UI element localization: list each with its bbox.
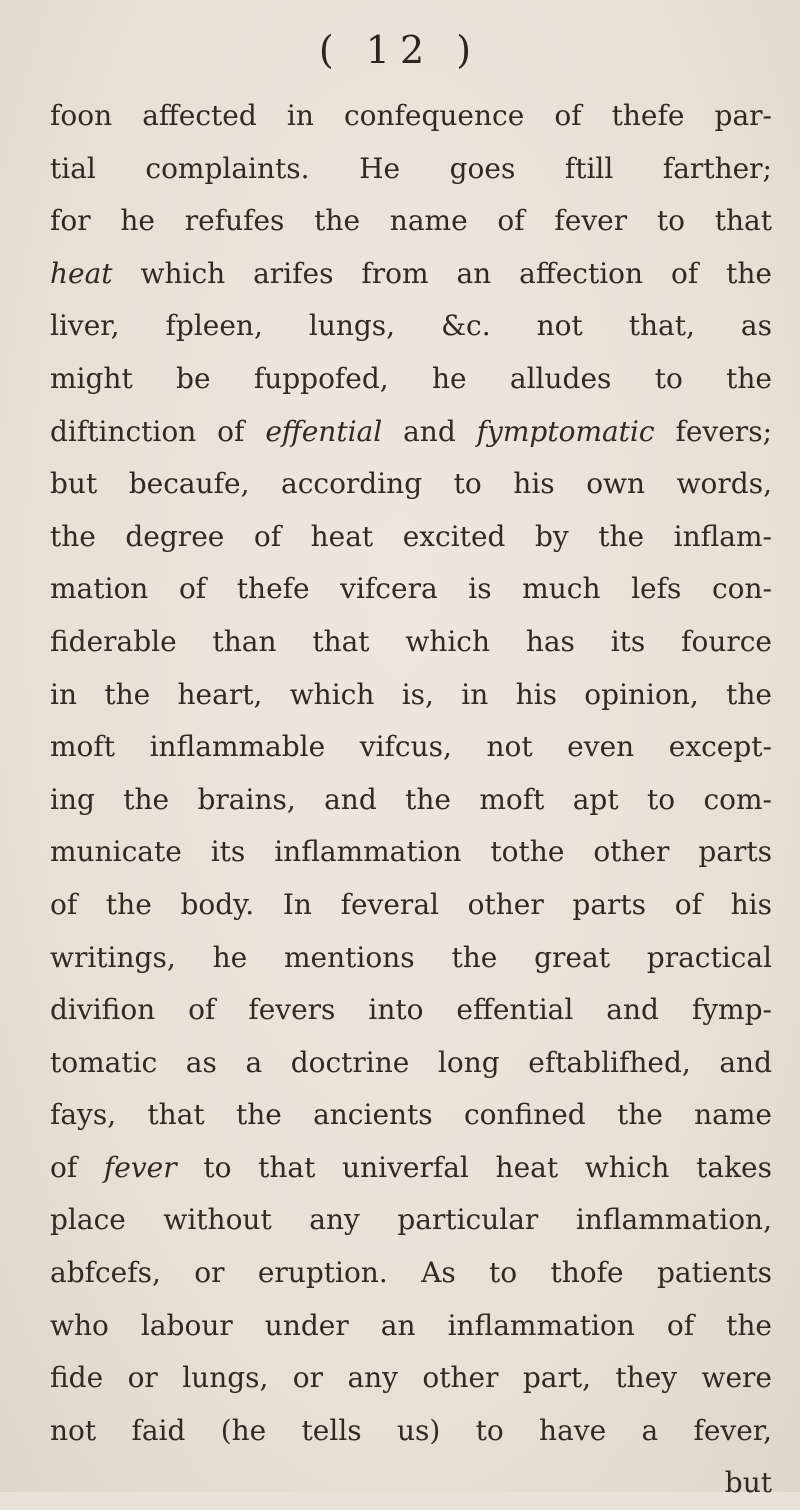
text-segment: of the body. In feveral other parts of his — [50, 887, 772, 921]
text-line — [50, 1457, 772, 1510]
text-line — [50, 1089, 772, 1142]
text-line — [50, 721, 772, 774]
text-line — [50, 458, 772, 511]
text-line — [50, 143, 772, 196]
text-segment: moft inflammable vifcus, not even except- — [50, 730, 772, 764]
text-line — [50, 1194, 772, 1247]
text-segment: of — [50, 1150, 104, 1184]
body-text — [50, 90, 772, 1510]
italic-text: effential — [265, 414, 383, 448]
text-line — [50, 826, 772, 879]
text-segment: in the heart, which is, in his opinion, the — [50, 677, 772, 711]
text-segment: who labour under an inflammation of the — [50, 1308, 772, 1342]
text-segment: and — [382, 414, 477, 448]
text-segment: mation of thefe vifcera is much lefs con- — [50, 572, 772, 606]
text-segment: fiderable than that which has its fource — [50, 624, 772, 658]
text-segment: tomatic as a doctrine long eftablifhed, and — [50, 1045, 772, 1079]
text-segment: tial complaints. He goes ftill farther; — [50, 151, 772, 185]
text-line — [50, 1405, 772, 1458]
text-segment: liver, fpleen, lungs, &c. not that, as — [50, 309, 772, 343]
text-segment: but — [724, 1466, 772, 1500]
text-segment: foon affected in confequence of thefe par- — [50, 99, 772, 132]
text-line — [50, 616, 772, 669]
text-line — [50, 1300, 772, 1353]
text-line — [50, 879, 772, 932]
text-line — [50, 248, 772, 301]
text-line — [50, 932, 772, 985]
text-segment: not faid (he tells us) to have a fever, — [50, 1413, 772, 1447]
text-line — [50, 300, 772, 353]
text-line — [50, 406, 772, 459]
text-segment: the degree of heat excited by the inflam- — [50, 519, 772, 553]
text-segment: place without any particular inflammation, — [50, 1203, 772, 1237]
text-line — [50, 669, 772, 722]
text-line — [50, 984, 772, 1037]
text-segment: diftinction of — [50, 414, 266, 448]
text-line — [50, 511, 772, 564]
text-segment: for he refufes the name of fever to that — [50, 204, 772, 238]
text-segment: abfcefs, or eruption. As to thofe patients — [50, 1256, 772, 1290]
text-segment: might be fuppofed, he alludes to the — [50, 361, 772, 395]
text-line — [50, 195, 772, 248]
text-line — [50, 1142, 772, 1195]
text-segment: but becaufe, according to his own words, — [50, 467, 772, 501]
text-segment: which arifes from an affection of the — [112, 256, 772, 290]
text-line — [50, 563, 772, 616]
text-line — [50, 90, 772, 143]
text-segment: to that univerfal heat which takes — [176, 1150, 772, 1184]
text-segment: divifion of fevers into effential and fymp- — [50, 993, 772, 1027]
italic-text: fever — [103, 1150, 177, 1184]
text-segment: writings, he mentions the great practical — [50, 940, 772, 974]
text-line — [50, 774, 772, 827]
text-segment: ing the brains, and the moft apt to com- — [50, 782, 772, 816]
italic-text: heat — [50, 256, 113, 290]
text-line — [50, 1037, 772, 1090]
text-segment: municate its inflammation tothe other parts — [50, 835, 772, 869]
page-number: ( 12 ) — [318, 28, 482, 72]
text-segment: fays, that the ancients confined the name — [50, 1098, 772, 1132]
text-line — [50, 1247, 772, 1300]
italic-text: fymptomatic — [476, 414, 655, 448]
text-segment: fevers; — [654, 414, 772, 448]
text-line — [50, 1352, 772, 1405]
text-segment: fide or lungs, or any other part, they were — [50, 1361, 772, 1395]
text-line — [50, 353, 772, 406]
